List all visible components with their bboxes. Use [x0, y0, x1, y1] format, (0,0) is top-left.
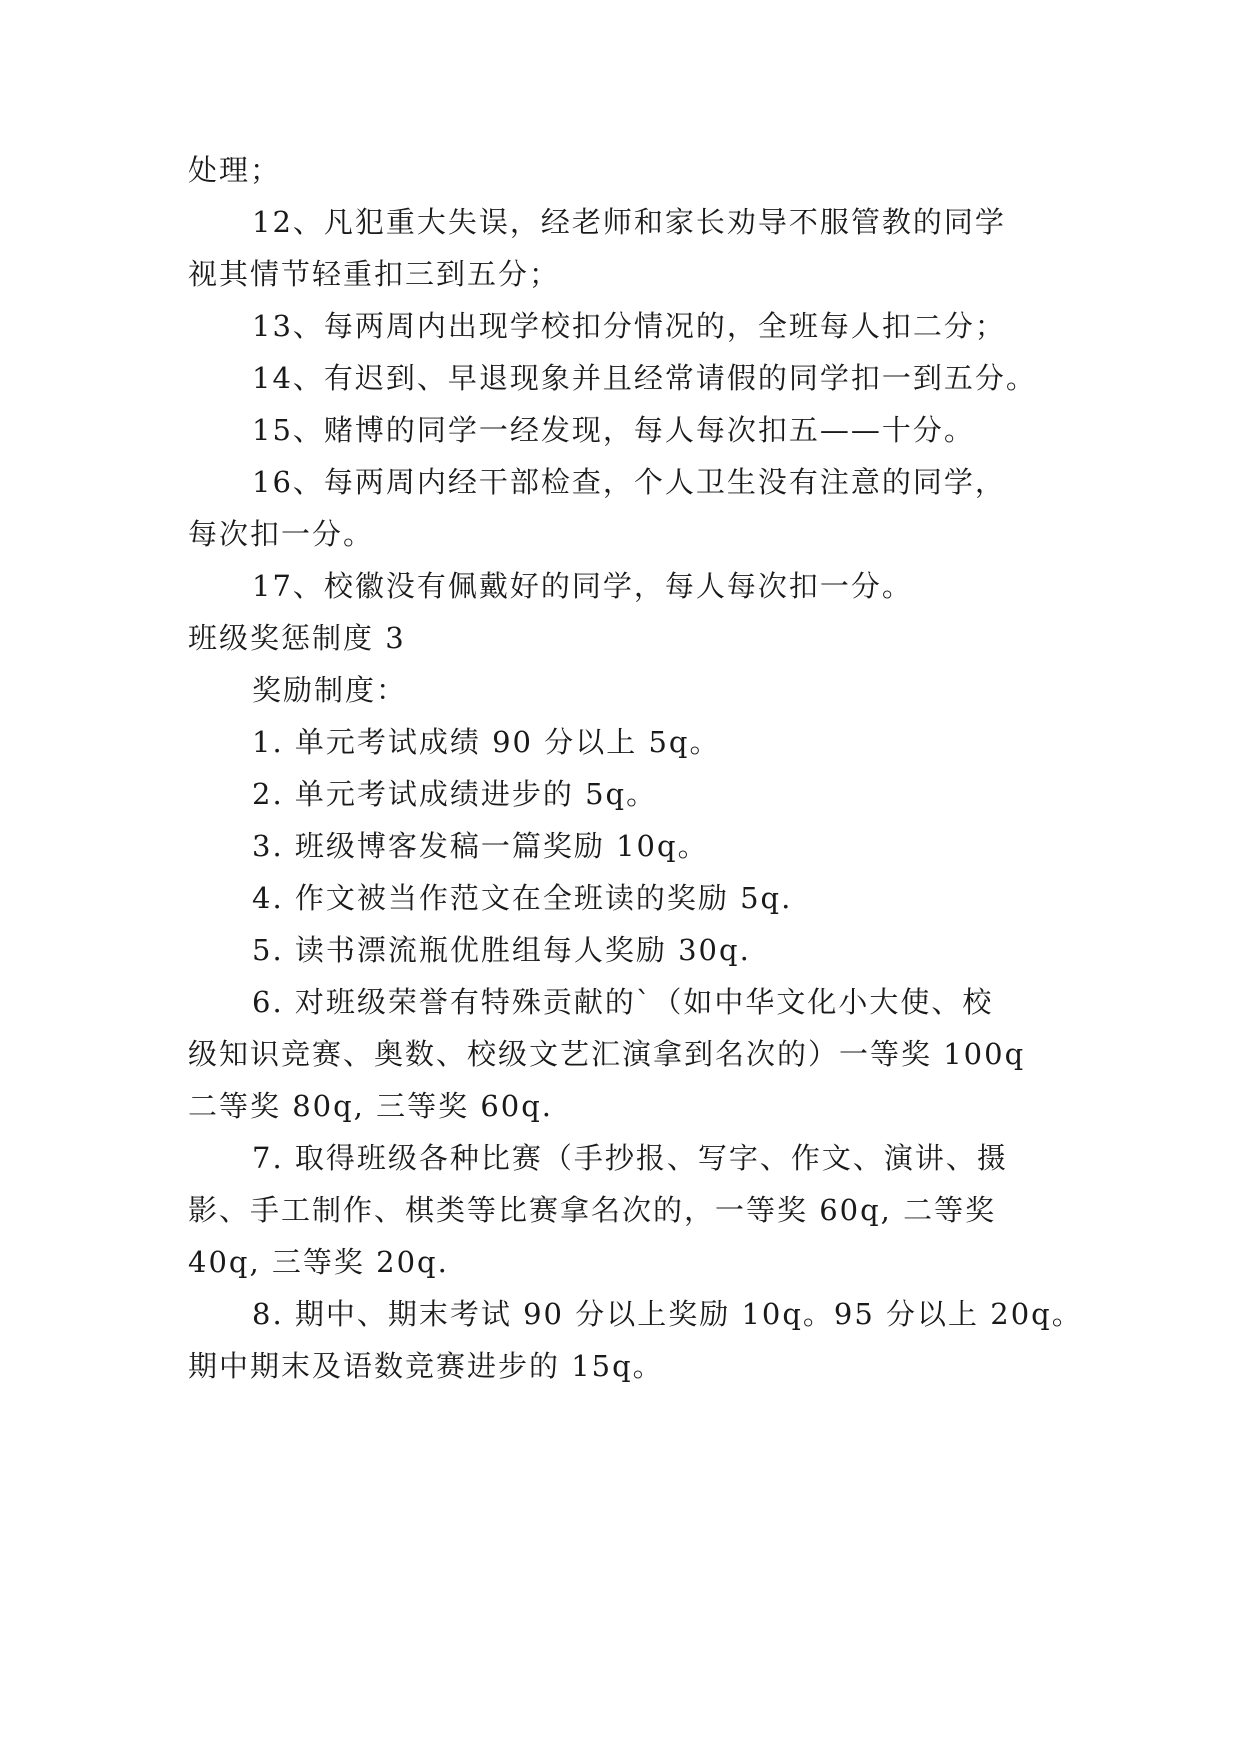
text-line: 处理； [188, 153, 282, 187]
section-heading: 班级奖惩制度 3 [188, 621, 406, 655]
text-line: 级知识竞赛、奥数、校级文艺汇演拿到名次的）一等奖 100q [188, 1037, 1026, 1071]
text-line: 12、凡犯重大失误，经老师和家长劝导不服管教的同学 [252, 205, 1006, 239]
text-line: 16、每两周内经干部检查，个人卫生没有注意的同学， [252, 465, 1006, 499]
list-item: 2. 单元考试成绩进步的 5q。 [252, 777, 658, 811]
text-line: 视其情节轻重扣三到五分； [188, 257, 561, 291]
text-line: 14、有迟到、早退现象并且经常请假的同学扣一到五分。 [252, 361, 1037, 395]
text-line: 每次扣一分。 [188, 517, 375, 551]
list-item: 5. 读书漂流瓶优胜组每人奖励 30q. [252, 933, 751, 967]
text-line: 期中期末及语数竞赛进步的 15q。 [188, 1349, 664, 1383]
subheading: 奖励制度： [252, 673, 408, 707]
text-line: 影、手工制作、棋类等比赛拿名次的，一等奖 60q, 二等奖 [188, 1193, 997, 1227]
text-line: 二等奖 80q, 三等奖 60q. [188, 1089, 554, 1123]
list-item: 3. 班级博客发稿一篇奖励 10q。 [252, 829, 709, 863]
list-item: 8. 期中、期末考试 90 分以上奖励 10q。95 分以上 20q。 [252, 1297, 1083, 1331]
text-line: 15、赌博的同学一经发现，每人每次扣五——十分。 [252, 413, 975, 447]
list-item: 4. 作文被当作范文在全班读的奖励 5q. [252, 881, 793, 915]
list-item: 6. 对班级荣誉有特殊贡献的`（如中华文化小大使、校 [252, 985, 994, 1019]
list-item: 7. 取得班级各种比赛（手抄报、写字、作文、演讲、摄 [252, 1141, 1008, 1175]
text-line: 17、校徽没有佩戴好的同学，每人每次扣一分。 [252, 569, 913, 603]
text-line: 13、每两周内出现学校扣分情况的，全班每人扣二分； [252, 309, 1006, 343]
text-line: 40q, 三等奖 20q. [188, 1245, 449, 1279]
list-item: 1. 单元考试成绩 90 分以上 5q。 [252, 725, 721, 759]
